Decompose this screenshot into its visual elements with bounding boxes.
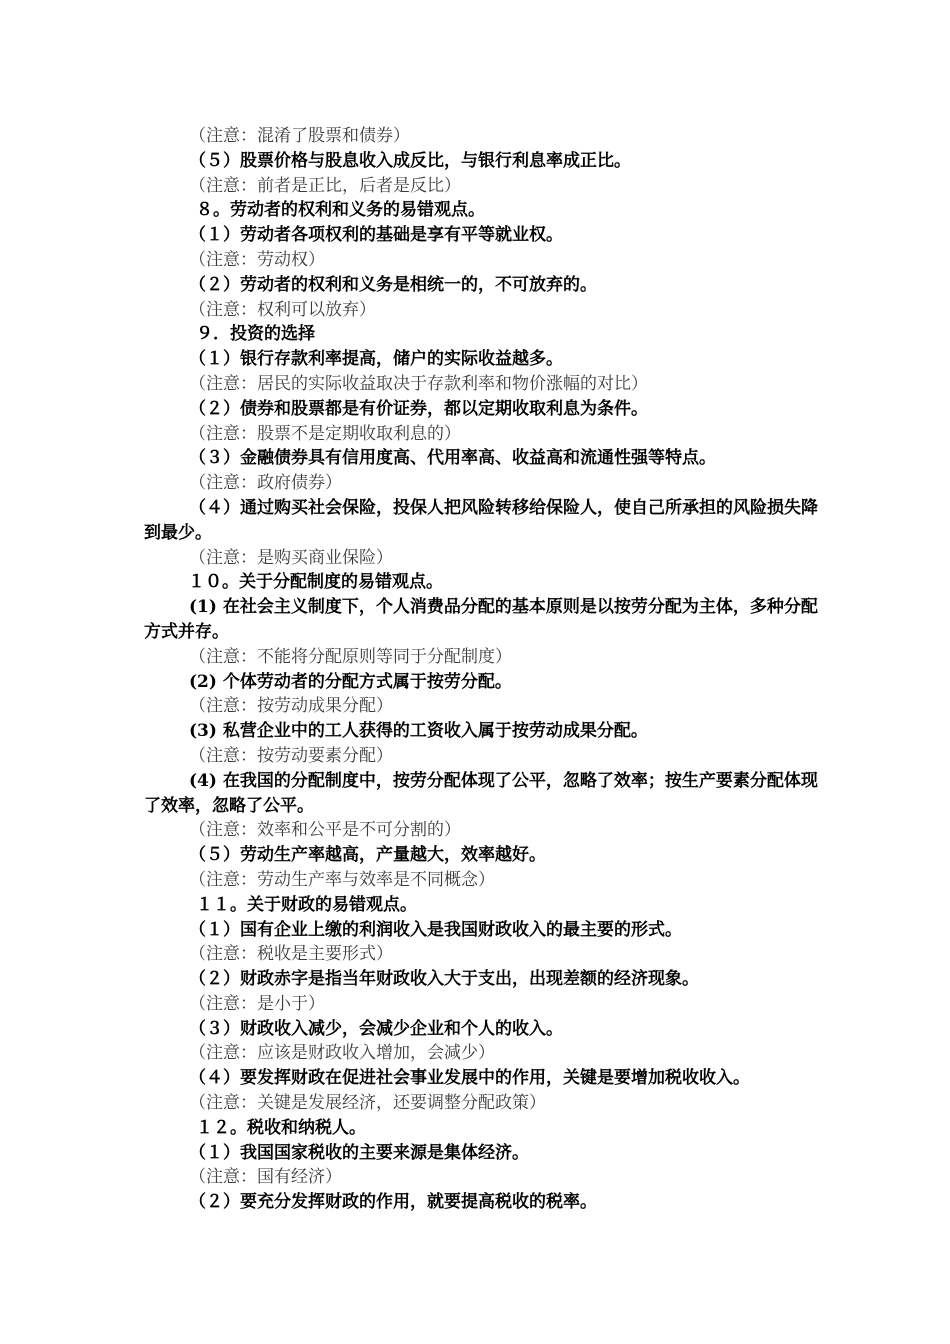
statement-line: （２）债券和股票都是有价证券，都以定期收取利息为条件。	[189, 398, 648, 419]
statement-line-wrapped: (1) 在社会主义制度下，个人消费品分配的基本原则是以按劳分配为主体，多种分配方式并存。	[144, 597, 818, 642]
statement-line: （１）银行存款利率提高，储户的实际收益越多。	[189, 349, 563, 370]
statement-line: （２）要充分发挥财政的作用，就要提高税收的税率。	[189, 1192, 597, 1213]
note-line: （注意：权利可以放弃）	[189, 299, 376, 320]
note-line: （注意：国有经济）	[189, 1167, 342, 1188]
note-line: （注意：按劳动要素分配）	[189, 745, 393, 766]
note-line: （注意：劳动生产率与效率是不同概念）	[189, 869, 495, 890]
statement-line: （４）要发挥财政在促进社会事业发展中的作用，关键是要增加税收收入。	[189, 1068, 750, 1089]
document-body	[144, 124, 824, 1215]
note-line: （注意：政府债券）	[189, 473, 342, 494]
note-line: （注意：是购买商业保险）	[189, 547, 393, 568]
statement-line: (2) 个体劳动者的分配方式属于按劳分配。	[189, 671, 512, 692]
note-line: （注意：关键是发展经济，还要调整分配政策）	[189, 1093, 546, 1114]
statement-line: （２）财政赤字是指当年财政收入大于支出，出现差额的经济现象。	[189, 969, 699, 990]
note-line: （注意：股票不是定期收取利息的）	[189, 423, 461, 444]
section-heading: １１。关于财政的易错观点。	[196, 894, 417, 915]
note-line: （注意：居民的实际收益取决于存款利率和物价涨幅的对比）	[189, 373, 648, 394]
statement-line: （１）劳动者各项权利的基础是享有平等就业权。	[189, 225, 563, 246]
statement-line: （３）财政收入减少，会减少企业和个人的收入。	[189, 1018, 563, 1039]
section-heading: １２。税收和纳税人。	[196, 1117, 366, 1138]
section-heading: ９．投资的选择	[196, 324, 315, 345]
note-line: （注意：效率和公平是不可分割的）	[189, 820, 461, 841]
note-line: （注意：按劳动成果分配）	[189, 696, 393, 717]
section-heading: １０。关于分配制度的易错观点。	[188, 572, 443, 593]
note-line: （注意：应该是财政收入增加，会减少）	[189, 1043, 495, 1064]
note-line: （注意：劳动权）	[189, 249, 325, 270]
statement-line: （３）金融债券具有信用度高、代用率高、收益高和流通性强等特点。	[189, 448, 716, 469]
note-line: （注意：是小于）	[189, 993, 325, 1014]
note-line: （注意：混淆了股票和债券）	[189, 126, 410, 146]
statement-line: （２）劳动者的权利和义务是相统一的，不可放弃的。	[189, 274, 597, 295]
statement-line: （１）我国国家税收的主要来源是集体经济。	[189, 1142, 529, 1163]
statement-line: （５）劳动生产率越高，产量越大，效率越好。	[189, 845, 546, 866]
note-line: （注意：不能将分配原则等同于分配制度）	[189, 646, 512, 667]
statement-line: (3) 私营企业中的工人获得的工资收入属于按劳动成果分配。	[189, 721, 648, 742]
statement-line-wrapped: (4) 在我国的分配制度中，按劳分配体现了公平，忽略了效率；按生产要素分配体现了效率，忽略了公平。	[144, 770, 818, 816]
note-line: （注意：前者是正比，后者是反比）	[189, 175, 461, 196]
section-heading: ８。劳动者的权利和义务的易错观点。	[196, 200, 485, 221]
note-line: （注意：税收是主要形式）	[189, 944, 393, 965]
statement-line: （１）国有企业上缴的利润收入是我国财政收入的最主要的形式。	[189, 919, 682, 940]
statement-line-wrapped: （４）通过购买社会保险，投保人把风险转移给保险人，使自己所承担的风险损失降到最少。	[144, 497, 818, 543]
statement-line: （５）股票价格与股息收入成反比，与银行利息率成正比。	[189, 150, 631, 171]
